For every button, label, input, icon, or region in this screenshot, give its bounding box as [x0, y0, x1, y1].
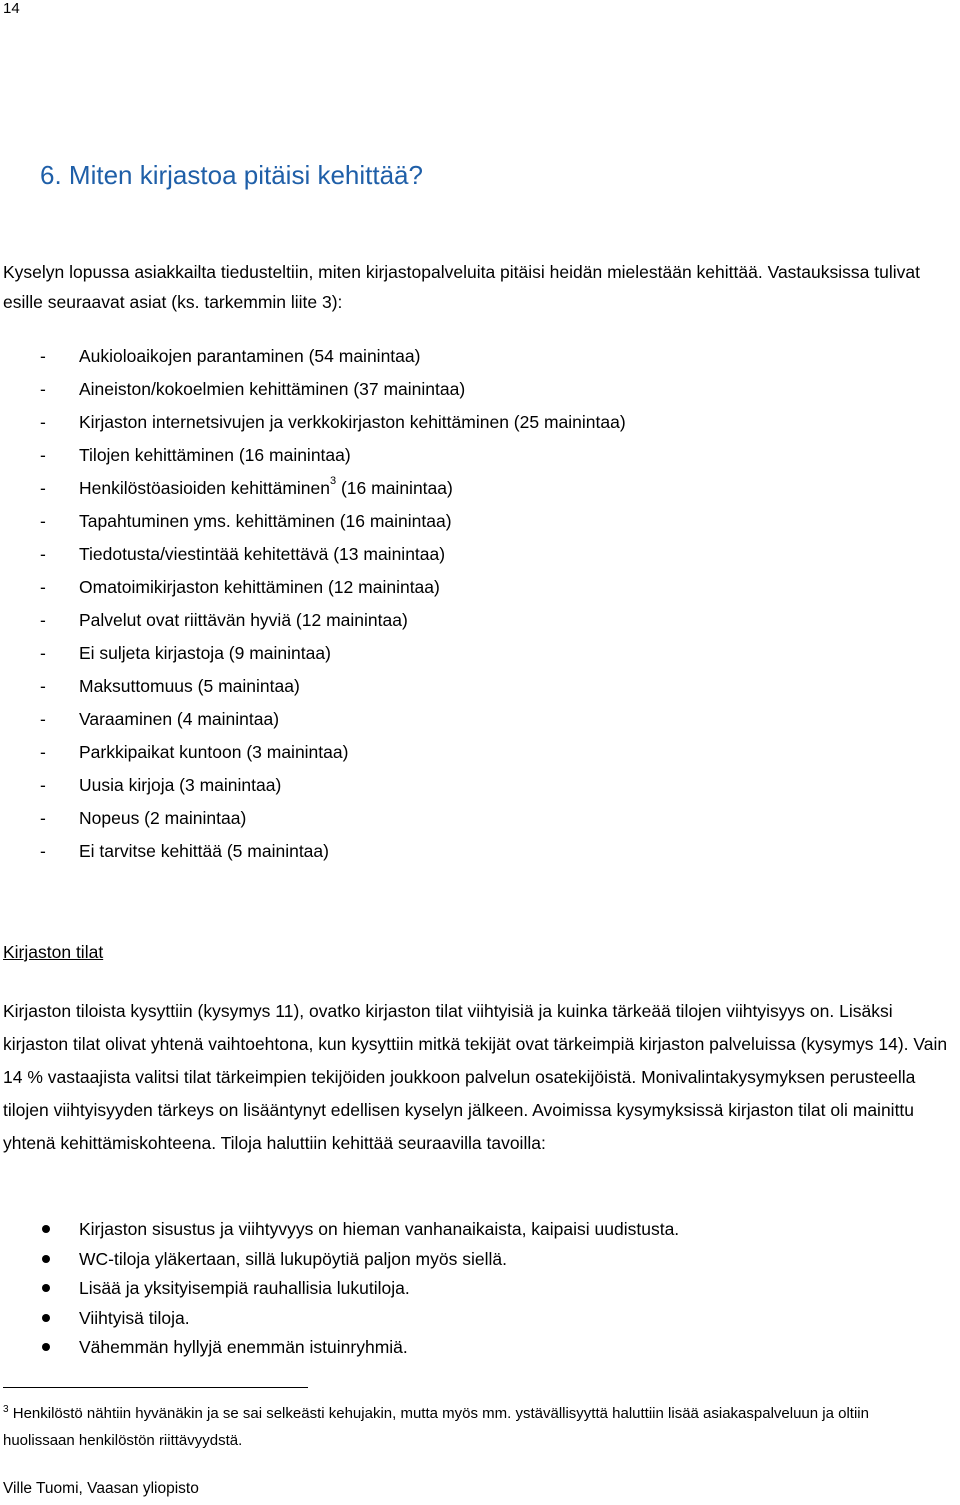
list-item-text: Viihtyisä tiloja. [79, 1307, 190, 1328]
dash-marker: - [40, 544, 46, 564]
list-item-text-after: (16 mainintaa) [336, 478, 453, 498]
list-item-text: Ei tarvitse kehittää (5 mainintaa) [79, 841, 329, 861]
list-item-text: Uusia kirjoja (3 mainintaa) [79, 775, 282, 795]
page-number: 14 [3, 0, 20, 17]
bullet-icon [42, 1284, 50, 1292]
dash-marker: - [40, 676, 46, 696]
dash-marker: - [40, 346, 46, 366]
footnote-text: Henkilöstö nähtiin hyvänäkin ja se sai selkeästi kehujakin, mutta myös mm. ystävällisyyttä haluttiin lisää asiakaspalveluun ja oltiin huolissaan henkilöstön riittävyydstä. [3, 1405, 869, 1449]
list-item-text: Vähemmän hyllyjä enemmän istuinryhmiä. [79, 1337, 408, 1357]
list-item-text: Parkkipaikat kuntoon (3 mainintaa) [79, 742, 349, 762]
list-item-text: Tapahtuminen yms. kehittäminen (16 mainintaa) [79, 511, 452, 531]
list-item-text: Aukioloaikojen parantaminen (54 mainintaa) [79, 346, 421, 366]
intro-paragraph: Kyselyn lopussa asiakkailta tiedusteltiin, miten kirjastopalveluita pitäisi heidän mielestään kehittää. Vastauksissa tulivat esille seuraavat asiat (ks. tarkemmin liite 3): [3, 262, 920, 312]
dash-marker: - [40, 478, 46, 498]
section-paragraph: Kirjaston tiloista kysyttiin (kysymys 11), ovatko kirjaston tilat viihtyisiä ja kuinka tärkeää tilojen viihtyisyys on. Lisäksi kirjaston tilat olivat yhtenä vaihtoehtona, kun kysyttiin mitkä tekijät ovat tärkeimpiä kirjaston palveluissa (kysymys 14). Vain 14 % vastaajista valitsi tilat tärkeimpien tekijöiden joukkoon palvelun osatekijöistä. Monivalintakysymyksen perusteella tilojen viihtyisyyden tärkeys on lisääntynyt edellisen kyselyn jälkeen. Avoimissa kysymyksissä kirjaston tilat oli mainittu yhtenä kehittämiskohteena. Tiloja haluttiin kehittää seuraavilla tavoilla: [3, 1001, 948, 1153]
footnote-divider [3, 1387, 308, 1388]
list-item-text: Tiedotusta/viestintää kehitettävä (13 mainintaa) [79, 544, 446, 564]
subsection-title: Kirjaston tilat [3, 942, 104, 962]
list-item-text: Varaaminen (4 mainintaa) [79, 709, 280, 729]
dash-marker: - [40, 577, 46, 597]
dash-marker: - [40, 445, 46, 465]
dash-marker: - [40, 775, 46, 795]
list-item-text: Nopeus (2 mainintaa) [79, 808, 247, 828]
dash-marker: - [40, 511, 46, 531]
page-footer: Ville Tuomi, Vaasan yliopisto [3, 1480, 199, 1497]
dash-marker: - [40, 742, 46, 762]
list-item-text [79, 473, 453, 503]
footnote [3, 1400, 943, 1454]
footnote-reference: 3 [329, 475, 337, 488]
dash-marker: - [40, 610, 46, 630]
list-item-text: Lisää ja yksityisempiä rauhallisia lukutiloja. [79, 1278, 410, 1298]
list-item-text: Palvelut ovat riittävän hyviä (12 mainintaa) [79, 610, 408, 630]
bullet-icon [42, 1255, 50, 1263]
dash-marker: - [40, 841, 46, 861]
bullet-icon [42, 1343, 50, 1351]
list-item-text: Ei suljeta kirjastoja (9 mainintaa) [79, 643, 331, 663]
list-item-text: Tilojen kehittäminen (16 mainintaa) [79, 445, 351, 465]
list-item-text: Omatoimikirjaston kehittäminen (12 mainintaa) [79, 577, 440, 597]
list-item-text: Kirjaston sisustus ja viihtyvyys on hieman vanhanaikaista, kaipaisi uudistusta. [79, 1219, 680, 1239]
dash-marker: - [40, 709, 46, 729]
dash-marker: - [40, 379, 46, 399]
footnote-marker: 3 [3, 1404, 9, 1415]
dash-marker: - [40, 808, 46, 828]
bullet-icon [42, 1225, 50, 1233]
list-item-text: Kirjaston internetsivujen ja verkkokirjaston kehittäminen (25 mainintaa) [79, 412, 626, 432]
section-heading: 6. Miten kirjastoa pitäisi kehittää? [40, 160, 423, 190]
list-item-text-before: Henkilöstöasioiden kehittäminen [79, 478, 330, 498]
list-item-text: Aineiston/kokoelmien kehittäminen (37 mainintaa) [79, 379, 466, 399]
dash-marker: - [40, 412, 46, 432]
list-item-text: Maksuttomuus (5 mainintaa) [79, 676, 300, 696]
list-item-text: WC-tiloja yläkertaan, sillä lukupöytiä paljon myös siellä. [79, 1248, 507, 1269]
bullet-icon [42, 1314, 50, 1322]
dash-marker: - [40, 643, 46, 663]
